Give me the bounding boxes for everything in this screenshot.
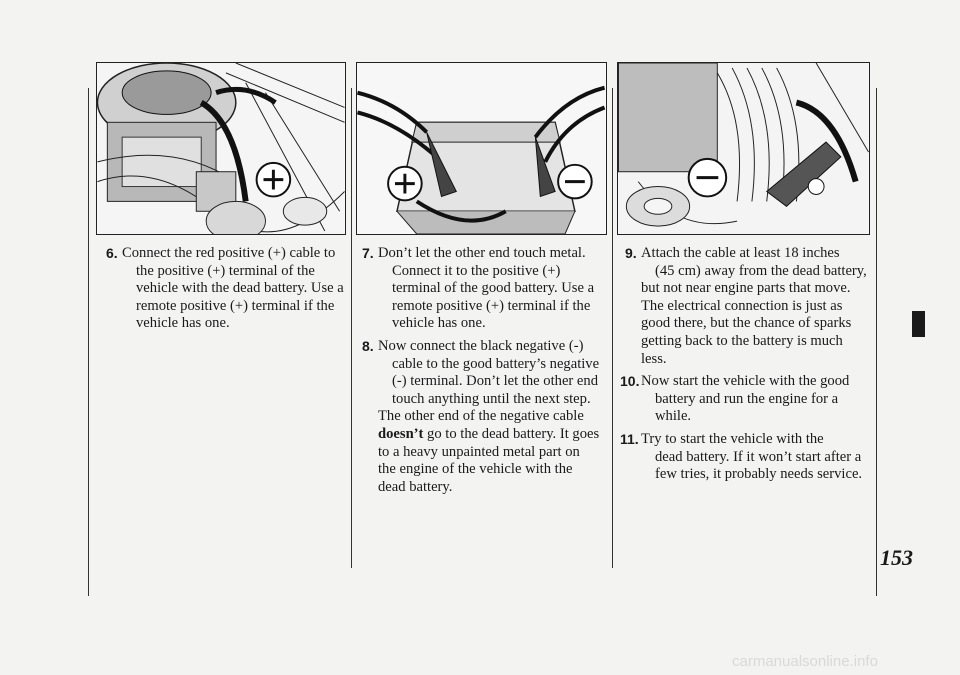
column-rule-2 [612,88,613,568]
illustration-good-battery [356,62,607,235]
illustration-dead-battery [96,62,346,235]
step-text-line: Connect the red positive (+) cable to [122,245,336,261]
step-text-line: dead battery. [378,478,453,495]
battery-clamps-drawing [357,63,606,234]
step-number: 7. [362,245,374,261]
step-number: 9. [625,245,637,261]
illustration-engine-ground [617,62,870,235]
step-text-line: (45 cm) away from the dead battery, [655,262,867,279]
step-text-line: less. [641,350,667,367]
page-number: 153 [880,545,913,570]
step-6 [106,245,346,333]
step-text-line: remote positive (+) terminal if the [392,297,591,314]
step-text-line: getting back to the battery is much [641,332,843,349]
step-number: 8. [362,337,374,354]
step-text-line: the positive (+) terminal of the [136,262,315,279]
step-text-line: vehicle with the dead battery. Use a [136,280,344,297]
step-text-line: dead battery. If it won’t start after a [655,448,862,465]
step-text-line: Now start the vehicle with the good [641,373,850,390]
engine-positive-drawing [97,63,345,234]
step-number: 10. [620,373,640,390]
step-text-line: The electrical connection is just as [641,297,843,314]
engine-negative-drawing [618,63,869,234]
column-rule-left [88,88,89,596]
column-3-text [620,245,875,489]
step-text-line: remote positive (+) terminal if the [136,297,335,314]
column-2-text [362,245,612,501]
step-text-line: cable to the good battery’s negative [392,355,600,372]
step-text-fragment: go to the dead battery. It goes [423,425,600,442]
step-9 [625,245,875,368]
emphasis-word: doesn’t [378,425,424,442]
step-text-line: Don’t let the other end touch metal. [378,245,586,261]
step-11 [620,430,875,484]
step-text-line: to a heavy unpainted metal part on [378,443,580,460]
column-1-text [106,245,346,338]
step-8 [362,338,612,496]
step-text-line: the engine of the vehicle with the [378,461,573,478]
step-text-line [378,426,612,444]
step-text-line: The other end of the negative cable [378,408,584,425]
column-rule-right [876,88,877,596]
step-text-line: good there, but the chance of sparks [641,315,852,332]
step-text-line: few tries, it probably needs service. [655,466,863,483]
column-rule-1 [351,88,352,568]
step-text-line: but not near engine parts that move. [641,280,851,297]
step-text-line: Attach the cable at least 18 inches [641,245,840,261]
step-7 [362,245,612,333]
step-text-line: touch anything until the next step. [392,390,591,407]
step-number: 11. [620,430,639,447]
step-text-line: (-) terminal. Don’t let the other end [392,373,599,390]
section-tab-marker [912,311,925,337]
watermark-footer: carmanualsonline.info [732,653,878,670]
step-text-line: vehicle has one. [392,315,486,332]
step-text-line: battery and run the engine for a [655,390,839,407]
step-text-line: Connect it to the positive (+) [392,262,561,279]
step-number: 6. [106,245,118,261]
step-text-line: Now connect the black negative (-) [378,337,584,354]
step-text-line: Try to start the vehicle with the [641,430,824,447]
step-text-line: terminal of the good battery. Use a [392,280,595,297]
step-text-line: while. [655,408,692,425]
step-10 [620,373,875,426]
step-text-line: vehicle has one. [136,315,230,332]
